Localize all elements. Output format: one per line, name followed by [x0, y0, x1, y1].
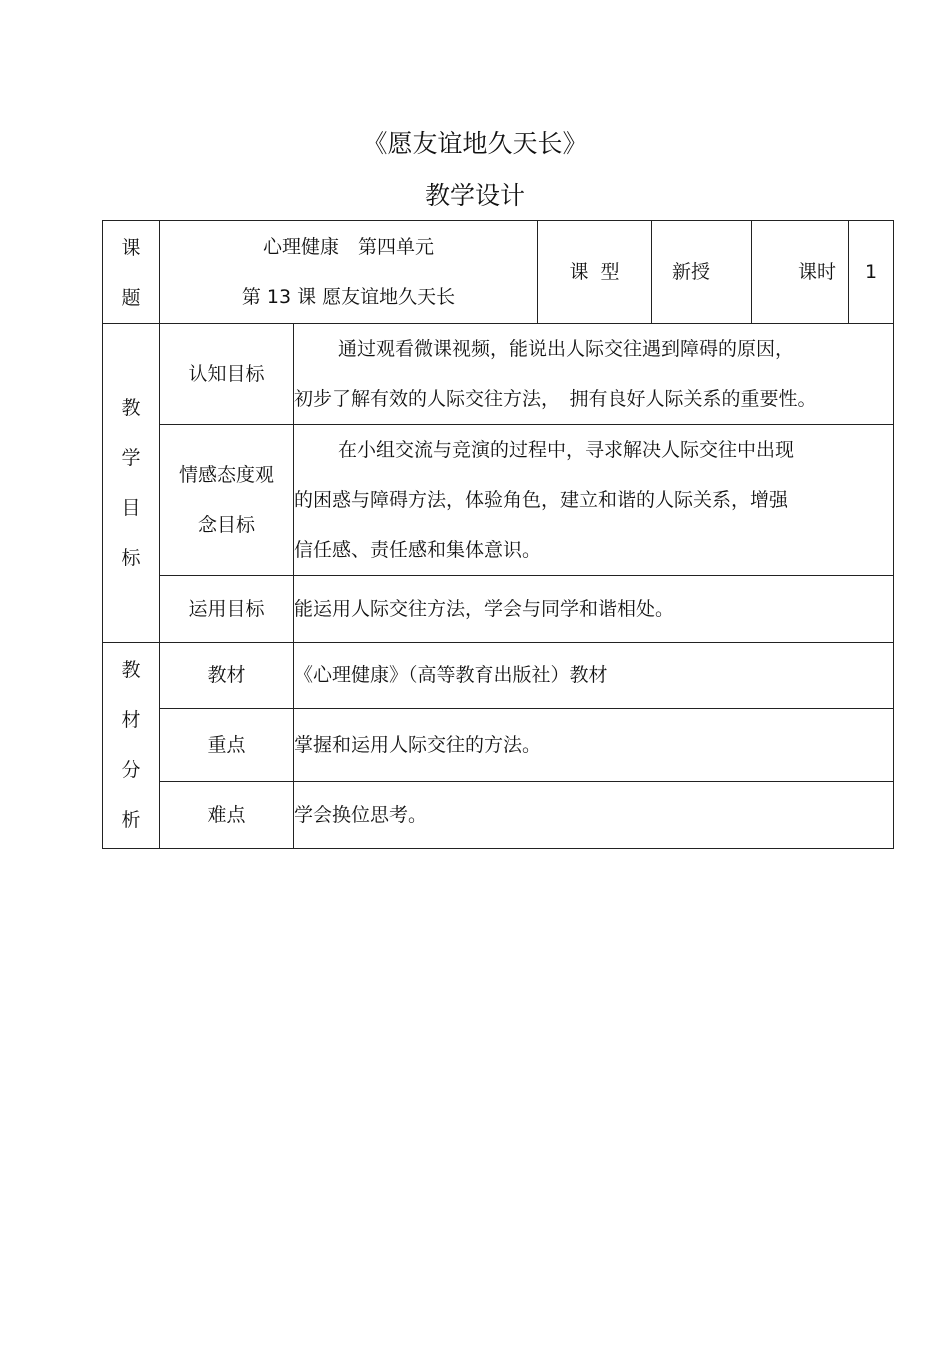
goal-text-line: 信任感、责任感和集体意识。 — [294, 539, 542, 561]
goal-text-application — [294, 576, 894, 643]
key-point-label: 重点 — [160, 709, 294, 782]
goal-text-line: 能运用人际交往方法，学会与同学和谐相处。 — [294, 597, 675, 620]
goal-row — [103, 425, 894, 576]
goal-text-line: 初步了解有效的人际交往方法， 拥有良好人际关系的重要性。 — [294, 388, 817, 410]
goals-header-char: 目 — [121, 497, 141, 519]
period-label: 课时 — [752, 221, 849, 324]
goal-row — [103, 324, 894, 425]
topic-row — [103, 221, 894, 324]
goal-label-line: 运用目标 — [188, 598, 265, 620]
lesson-type-label: 课 型 — [538, 221, 652, 324]
document-subtitle: 教学设计 — [424, 181, 525, 210]
material-row — [103, 709, 894, 782]
material-header-char: 教 — [121, 659, 141, 681]
difficulty-label: 难点 — [160, 782, 294, 849]
topic-header-char: 题 — [121, 287, 141, 309]
material-text: 《心理健康》（高等教育出版社）教材 — [294, 643, 894, 709]
topic-header-char: 课 — [121, 237, 141, 259]
goal-label-affective — [160, 425, 294, 576]
material-header-char: 材 — [121, 709, 141, 731]
goal-text-cognitive — [294, 324, 894, 425]
material-row — [103, 782, 894, 849]
goals-header-cell — [103, 324, 160, 643]
material-header-char: 析 — [121, 809, 141, 831]
material-row — [103, 643, 894, 709]
goal-text-line: 的困惑与障碍方法，体验角色，建立和谐的人际关系，增强 — [294, 489, 789, 511]
difficulty-text: 学会换位思考。 — [294, 782, 894, 849]
goal-label-line: 认知目标 — [188, 363, 265, 385]
goal-text-line: 在小组交流与竞演的过程中，寻求解决人际交往中出现 — [338, 439, 795, 461]
key-point-text: 掌握和运用人际交往的方法。 — [294, 709, 894, 782]
goals-header-char: 学 — [121, 447, 141, 469]
goal-text-line: 通过观看微课视频，能说出人际交往遇到障碍的原因， — [338, 338, 795, 360]
goal-label-cognitive — [160, 324, 294, 425]
goal-row — [103, 576, 894, 643]
goal-text-affective — [294, 425, 894, 576]
topic-line-lesson: 第 13 课 愿友谊地久天长 — [241, 286, 456, 308]
material-label: 教材 — [160, 643, 294, 709]
document-title: 《愿友谊地久天长》 — [362, 129, 588, 158]
goals-header-char: 教 — [121, 397, 141, 419]
goal-label-line: 念目标 — [197, 514, 255, 536]
lesson-plan-table — [102, 220, 894, 849]
goals-header-char: 标 — [121, 547, 141, 569]
material-header-char: 分 — [121, 759, 141, 781]
goal-label-application — [160, 576, 294, 643]
lesson-plan-table-wrapper — [102, 220, 894, 849]
topic-line-unit: 心理健康 第四单元 — [263, 236, 435, 258]
period-value: 1 — [849, 221, 894, 324]
lesson-type-value: 新授 — [652, 221, 752, 324]
goal-label-line: 情感态度观 — [178, 464, 274, 486]
topic-header-cell — [103, 221, 160, 324]
topic-title-cell — [160, 221, 538, 324]
material-header-cell — [103, 643, 160, 849]
